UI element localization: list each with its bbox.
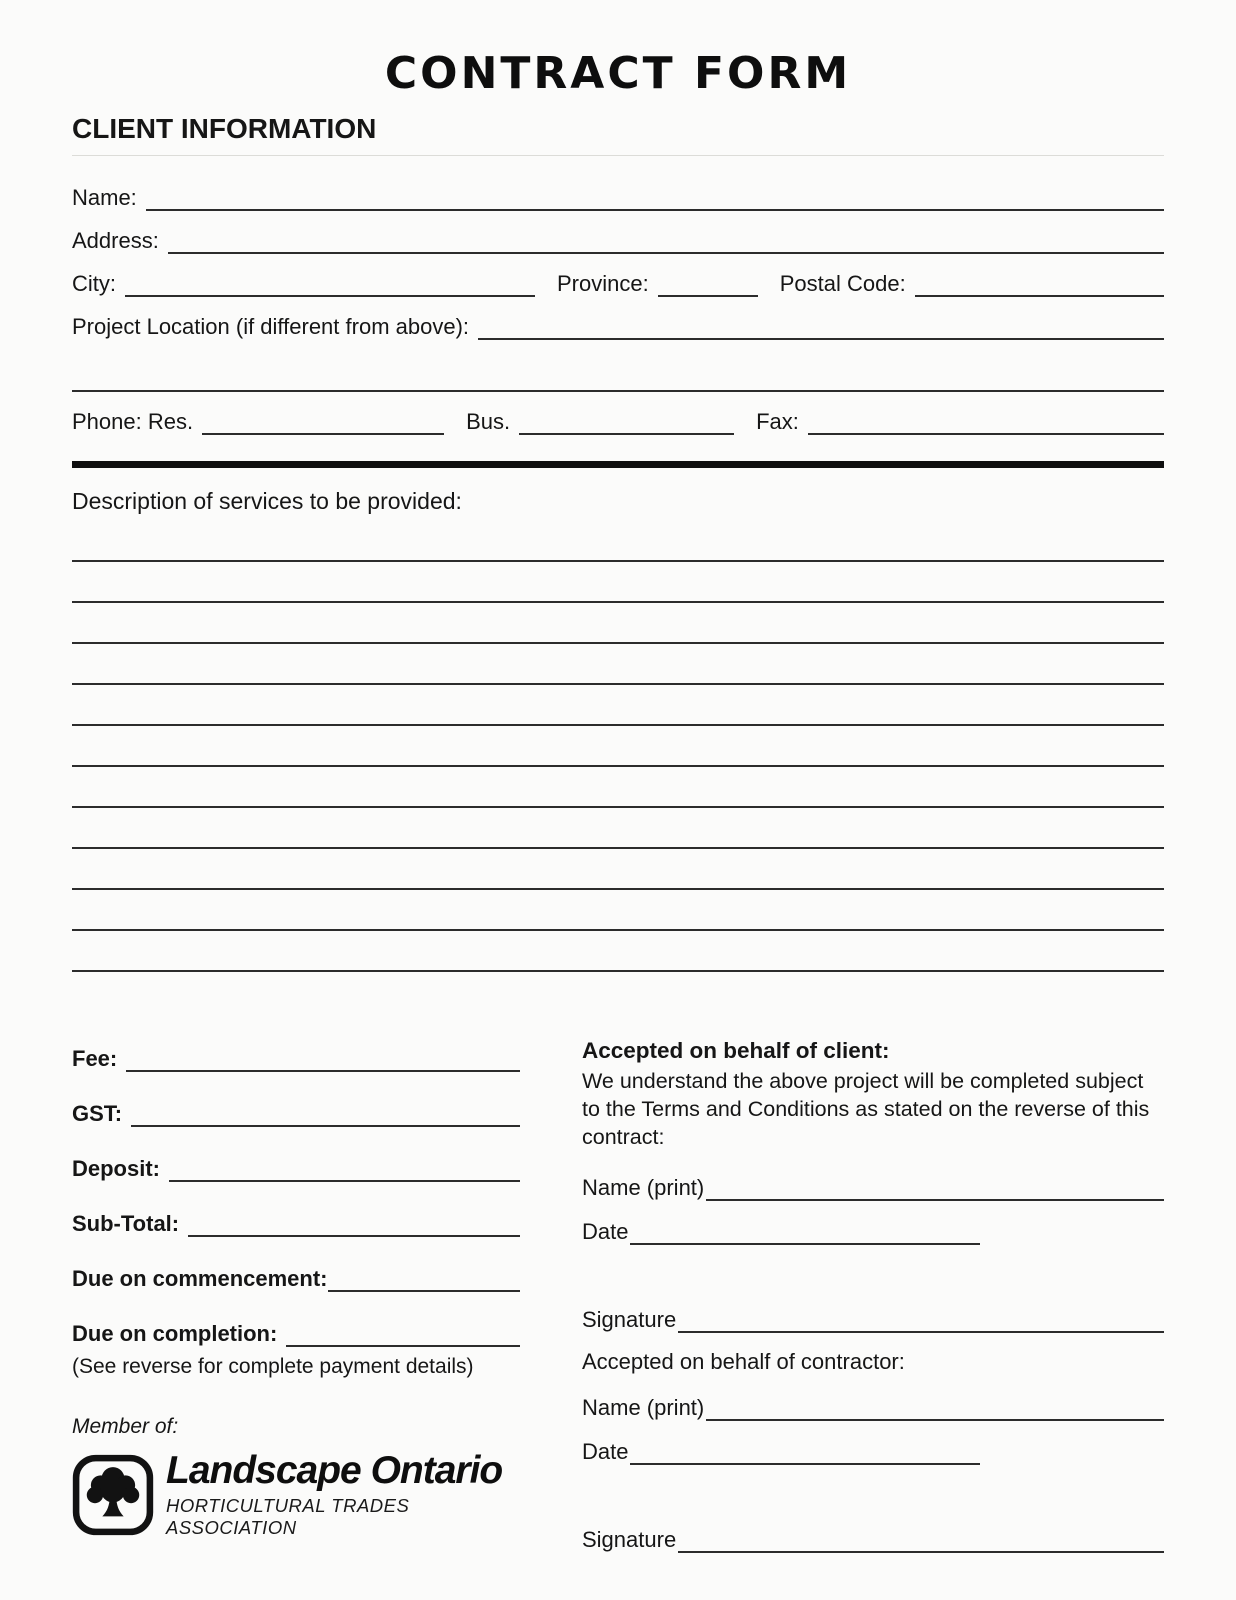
name-input-line[interactable]: [146, 180, 1164, 211]
province-input-line[interactable]: [658, 266, 758, 297]
fee-row: [72, 1042, 520, 1072]
project-location-label: Project Location (if different from above):: [72, 314, 470, 339]
service-description-line[interactable]: [72, 603, 1164, 644]
client-information-heading: CLIENT INFORMATION: [72, 113, 1164, 156]
client-signature-row: [582, 1303, 1164, 1333]
client-signature-label: Signature: [582, 1307, 677, 1332]
client-name-print-label: Name (print): [582, 1175, 705, 1200]
contractor-signature-label: Signature: [582, 1527, 677, 1552]
service-description-line[interactable]: [72, 767, 1164, 808]
city-input-line[interactable]: [125, 266, 535, 297]
service-description-line[interactable]: [72, 808, 1164, 849]
logo-org-name: Landscape Ontario: [166, 1449, 503, 1492]
gst-input-line[interactable]: [131, 1097, 520, 1127]
project-location-input-line[interactable]: [478, 309, 1164, 340]
phone-res-label: Phone: Res.: [72, 409, 194, 434]
payment-column: [72, 1038, 520, 1553]
logo-org-tagline: HORTICULTURAL TRADES ASSOCIATION: [166, 1494, 410, 1538]
client-signature-input-line[interactable]: [678, 1303, 1164, 1333]
city-label: City:: [72, 271, 116, 296]
project-location-continuation-line[interactable]: [72, 364, 1164, 392]
address-field-row: [72, 223, 1164, 254]
address-label: Address:: [72, 228, 159, 253]
sub-total-label: Sub-Total:: [72, 1211, 180, 1236]
phone-fax-row: [72, 404, 1164, 435]
due-completion-row: [72, 1317, 520, 1347]
fee-label: Fee:: [72, 1046, 118, 1071]
due-completion-label: Due on completion:: [72, 1321, 278, 1346]
sub-total-row: [72, 1207, 520, 1237]
bottom-section: [72, 1038, 1164, 1553]
fee-input-line[interactable]: [126, 1042, 520, 1072]
logo-tree-icon: [72, 1454, 154, 1536]
postal-code-input-line[interactable]: [915, 266, 1164, 297]
service-description-line[interactable]: [72, 726, 1164, 767]
contractor-name-print-label: Name (print): [582, 1395, 705, 1420]
due-completion-input-line[interactable]: [286, 1317, 520, 1347]
client-date-row: [582, 1215, 1164, 1245]
landscape-ontario-logo: [72, 1451, 520, 1539]
client-acceptance-heading: Accepted on behalf of client:: [582, 1038, 890, 1063]
client-date-input-line[interactable]: [630, 1215, 980, 1245]
contractor-date-input-line[interactable]: [630, 1435, 980, 1465]
deposit-row: [72, 1152, 520, 1182]
client-name-print-row: [582, 1171, 1164, 1201]
fax-input-line[interactable]: [808, 404, 1164, 435]
service-description-line[interactable]: [72, 644, 1164, 685]
payment-details-note: (See reverse for complete payment details): [72, 1355, 474, 1378]
contractor-acceptance-heading: Accepted on behalf of contractor:: [582, 1349, 905, 1374]
city-province-postal-row: [72, 266, 1164, 297]
name-field-row: [72, 180, 1164, 211]
service-description-area: [72, 521, 1164, 972]
postal-code-label: Postal Code:: [779, 271, 906, 296]
acceptance-column: [582, 1038, 1164, 1553]
deposit-label: Deposit:: [72, 1156, 160, 1181]
due-commencement-input-line[interactable]: [328, 1262, 521, 1292]
contractor-signature-input-line[interactable]: [678, 1523, 1164, 1553]
deposit-input-line[interactable]: [169, 1152, 520, 1182]
service-description-line[interactable]: [72, 521, 1164, 562]
member-of-label: Member of:: [72, 1415, 179, 1438]
contractor-date-row: [582, 1435, 1164, 1465]
contractor-name-input-line[interactable]: [706, 1391, 1164, 1421]
name-label: Name:: [72, 185, 137, 210]
sub-total-input-line[interactable]: [188, 1207, 520, 1237]
service-description-line[interactable]: [72, 890, 1164, 931]
client-terms-text: We understand the above project will be completed subject to the Terms and Conditions as stated on the reverse of this contract:: [582, 1069, 1150, 1149]
services-heading: Description of services to be provided:: [72, 488, 462, 514]
document-title: CONTRACT FORM: [384, 48, 852, 99]
project-location-row: [72, 309, 1164, 340]
contractor-signature-row: [582, 1523, 1164, 1553]
due-commencement-label: Due on commencement:: [72, 1266, 328, 1291]
contractor-name-print-row: [582, 1391, 1164, 1421]
client-name-input-line[interactable]: [706, 1171, 1164, 1201]
service-description-line[interactable]: [72, 931, 1164, 972]
fax-label: Fax:: [756, 409, 799, 434]
phone-res-input-line[interactable]: [202, 404, 444, 435]
service-description-line[interactable]: [72, 562, 1164, 603]
gst-label: GST:: [72, 1101, 123, 1126]
province-label: Province:: [557, 271, 649, 296]
logo-text-block: [166, 1451, 520, 1539]
client-date-label: Date: [582, 1219, 629, 1244]
section-divider: [72, 461, 1164, 468]
due-commencement-row: [72, 1262, 520, 1292]
gst-row: [72, 1097, 520, 1127]
service-description-line[interactable]: [72, 849, 1164, 890]
phone-bus-label: Bus.: [466, 409, 511, 434]
phone-bus-input-line[interactable]: [519, 404, 734, 435]
service-description-line[interactable]: [72, 685, 1164, 726]
contractor-date-label: Date: [582, 1439, 629, 1464]
address-input-line[interactable]: [168, 223, 1164, 254]
